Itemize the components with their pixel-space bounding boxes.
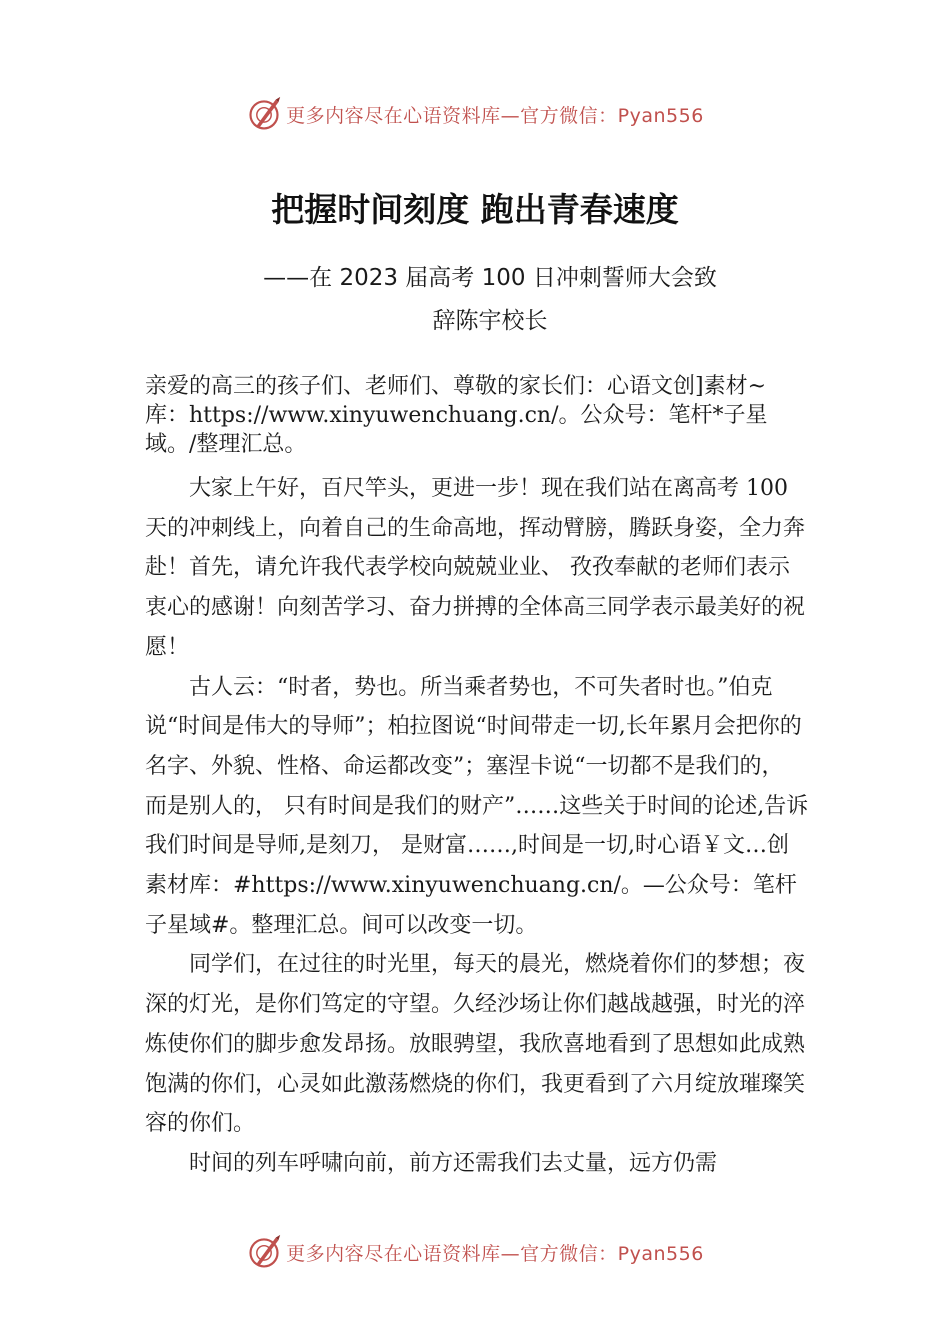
paragraph: 时间的列车呼啸向前，前方还需我们去丈量，远方仍需 <box>189 1150 718 1176</box>
document-title: 把握时间刻度 跑出青春速度 <box>271 190 679 229</box>
subtitle-line-1: ——在 2023 届高考 100 日冲刺誓师大会致 <box>263 265 717 291</box>
quill-logo-icon <box>246 1234 282 1270</box>
header-banner-text: 更多内容尽在心语资料库—官方微信：Pyan556 <box>286 104 704 127</box>
footer-banner <box>0 1232 950 1272</box>
document-body <box>145 372 810 1184</box>
quill-logo-icon <box>246 96 282 132</box>
paragraph: 古人云：“时者，势也。所当乘者势也，不可失者时也。”伯克说“时间是伟大的导师”；柏拉图说“时间带走一切,长年累月会把你的名字、外貌、性格、命运都改变”；塞涅卡说“一切都不是我们的， 而是别人的， 只有时间是我们的财产”……这些关于时间的论述,告诉我们时间是导师,是刻刀， 是财富……,时间是一切,时心语￥文…创素材库：#https://www.xinyuwenchuang.cn/。—公众号：笔杆子星域#。整理汇总。间可以改变一切。 <box>145 674 809 938</box>
subtitle-line-2: 辞陈宇校长 <box>432 308 548 334</box>
header-banner <box>0 94 950 134</box>
paragraph: 大家上午好，百尺竿头，更进一步！现在我们站在离高考 100 天的冲刺线上，向着自己的生命高地，挥动臂膀，腾跃身姿，全力奔赴！首先，请允许我代表学校向兢兢业业、 孜孜奉献的老师们表示衷心的感谢！向刻苦学习、奋力拼搏的全体高三同学表示最美好的祝愿！ <box>145 476 806 660</box>
salutation: 亲爱的高三的孩子们、老师们、尊敬的家长们：心语文创]素材~库：https://www.xinyuwenchuang.cn/。公众号：笔杆*子星域。/整理汇总。 <box>145 374 768 457</box>
document-subtitle <box>145 257 835 343</box>
footer-banner-text: 更多内容尽在心语资料库—官方微信：Pyan556 <box>286 1242 704 1265</box>
paragraph: 同学们，在过往的时光里，每天的晨光，燃烧着你们的梦想；夜深的灯光，是你们笃定的守望。久经沙场让你们越战越强，时光的淬炼使你们的脚步愈发昂扬。放眼骋望，我欣喜地看到了思想如此成熟饱满的你们，心灵如此激荡燃烧的你们，我更看到了六月绽放璀璨笑容的你们。 <box>145 952 806 1137</box>
